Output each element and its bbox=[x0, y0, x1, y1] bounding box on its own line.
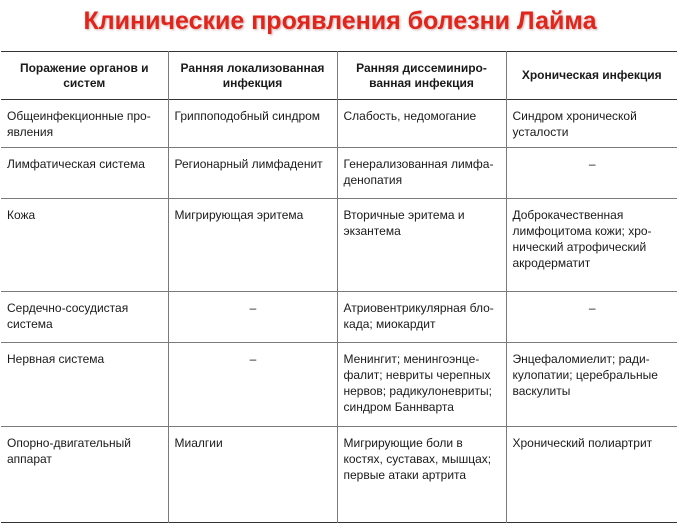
cell-early-disseminated: Вторичные эритема и экзантема bbox=[337, 199, 506, 292]
header-organ-systems: Поражение органов и систем bbox=[1, 52, 168, 100]
cell-organ: Сердечно-сосудистая система bbox=[1, 292, 168, 343]
cell-chronic: Энцефаломиелит; ради-кулопатии; церебральные васкулиты bbox=[506, 343, 677, 427]
cell-early-localized: – bbox=[168, 292, 337, 343]
header-early-localized: Ранняя локализованная инфекция bbox=[168, 52, 337, 100]
header-early-disseminated: Ранняя диссеминиро-ванная инфекция bbox=[337, 52, 506, 100]
table-row bbox=[1, 292, 677, 343]
cell-organ: Кожа bbox=[1, 199, 168, 292]
table-header-row bbox=[1, 52, 677, 100]
table-row bbox=[1, 343, 677, 427]
table-row bbox=[1, 100, 677, 148]
table-row bbox=[1, 148, 677, 199]
cell-organ: Опорно-двигательный аппарат bbox=[1, 427, 168, 523]
cell-chronic: Доброкачественная лимфоцитома кожи; хро-нический атрофический акродерматит bbox=[506, 199, 677, 292]
cell-organ: Общеинфекционные про-явления bbox=[1, 100, 168, 148]
header-chronic: Хроническая инфекция bbox=[506, 52, 677, 100]
cell-early-localized: Гриппоподобный синдром bbox=[168, 100, 337, 148]
cell-early-localized: – bbox=[168, 343, 337, 427]
cell-organ: Лимфатическая система bbox=[1, 148, 168, 199]
cell-chronic: Синдром хронической усталости bbox=[506, 100, 677, 148]
cell-organ: Нервная система bbox=[1, 343, 168, 427]
cell-chronic: – bbox=[506, 292, 677, 343]
page-title: Клинические проявления болезни Лайма bbox=[83, 7, 597, 35]
table-row bbox=[1, 199, 677, 292]
cell-chronic: – bbox=[506, 148, 677, 199]
cell-early-disseminated: Слабость, недомогание bbox=[337, 100, 506, 148]
cell-early-localized: Регионарный лимфаденит bbox=[168, 148, 337, 199]
cell-early-disseminated: Генерализованная лимфа-денопатия bbox=[337, 148, 506, 199]
cell-chronic: Хронический полиартрит bbox=[506, 427, 677, 523]
lyme-disease-table bbox=[1, 51, 677, 523]
cell-early-disseminated: Мигрирующие боли в костях, суставах, мышцах; первые атаки артрита bbox=[337, 427, 506, 523]
cell-early-disseminated: Атриовентрикулярная бло-када; миокардит bbox=[337, 292, 506, 343]
cell-early-localized: Миалгии bbox=[168, 427, 337, 523]
cell-early-disseminated: Менингит; менингоэнце-фалит; невриты черепных нервов; радикулоневриты; синдром Баннварта bbox=[337, 343, 506, 427]
table-row bbox=[1, 427, 677, 523]
cell-early-localized: Мигрирующая эритема bbox=[168, 199, 337, 292]
